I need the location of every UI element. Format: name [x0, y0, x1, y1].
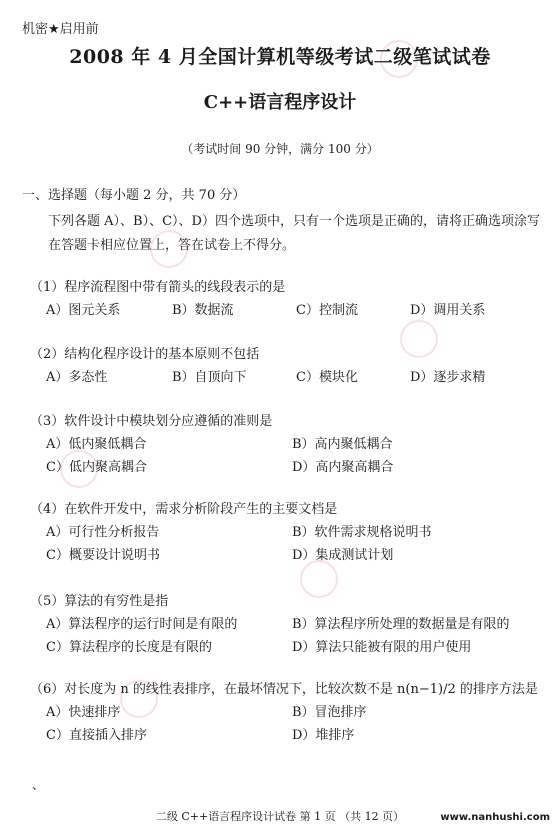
option-b: B）冒泡排序: [292, 705, 367, 720]
option-b: B）自顶向下: [172, 370, 247, 385]
question-stem: （2）结构化程序设计的基本原则不包括: [30, 347, 260, 362]
question-4: [30, 500, 550, 566]
question-stem: （4）在软件开发中，需求分析阶段产生的主要文档是: [30, 502, 338, 517]
option-d: D）高内聚高耦合: [292, 460, 394, 475]
options-row: [30, 615, 550, 635]
option-c: C）低内聚高耦合: [46, 460, 147, 475]
exam-title: 2008 年 4 月全国计算机等级考试二级笔试试卷: [69, 46, 491, 68]
option-d: D）逐步求精: [410, 370, 486, 385]
options-row: [30, 435, 550, 455]
options-row: [30, 546, 550, 566]
options-row: [30, 368, 550, 388]
option-b: B）算法程序所处理的数据量是有限的: [292, 617, 510, 632]
option-d: D）集成测试计划: [292, 548, 394, 563]
exam-info: （考试时间 90 分钟，满分 100 分）: [181, 142, 379, 156]
option-b: B）软件需求规格说明书: [292, 525, 432, 540]
options-row: [30, 301, 550, 321]
question-stem: （5）算法的有穷性是指: [30, 594, 169, 609]
option-a: A）算法程序的运行时间是有限的: [46, 617, 238, 632]
options-row: [30, 523, 550, 543]
options-row: [30, 703, 550, 723]
question-2: [30, 345, 550, 388]
stray-mark: 、: [32, 778, 45, 792]
options-row: [30, 458, 550, 478]
exam-subtitle: C++语言程序设计: [203, 92, 357, 113]
option-b: B）数据流: [172, 303, 234, 318]
option-c: C）控制流: [296, 303, 358, 318]
page-footer: 二级 C++语言程序设计试卷 第 1 页 （共 12 页）: [155, 810, 405, 823]
question-3: [30, 412, 550, 478]
option-a: A）可行性分析报告: [46, 525, 160, 540]
option-c: C）模块化: [296, 370, 358, 385]
question-stem: （1）程序流程图中带有箭头的线段表示的是: [30, 280, 286, 295]
option-c: C）算法程序的长度是有限的: [46, 640, 212, 655]
option-d: D）算法只能被有限的用户使用: [292, 640, 472, 655]
question-1: [30, 278, 550, 321]
option-d: D）堆排序: [292, 728, 355, 743]
instruction-line: 下列各题 A）、B）、C）、D）四个选项中，只有一个选项是正确的，请将正确选项涂写: [48, 214, 540, 229]
option-b: B）高内聚低耦合: [292, 437, 393, 452]
question-stem: （6）对长度为 n 的线性表排序，在最坏情况下，比较次数不是 n(n−1)/2 的排序方法是: [30, 682, 538, 697]
option-a: A）低内聚低耦合: [46, 437, 147, 452]
question-5: [30, 592, 550, 658]
options-row: [30, 638, 550, 658]
instruction-line: 在答题卡相应位置上，答在试卷上不得分。: [48, 238, 296, 253]
option-a: A）多态性: [46, 370, 108, 385]
option-c: C）直接插入排序: [46, 728, 147, 743]
option-c: C）概要设计说明书: [46, 548, 160, 563]
options-row: [30, 726, 550, 746]
website-watermark: www.nanhushi.com: [440, 812, 550, 823]
question-6: [30, 680, 550, 746]
option-d: D）调用关系: [410, 303, 486, 318]
section-heading: 一、选择题（每小题 2 分，共 70 分）: [22, 188, 246, 203]
question-stem: （3）软件设计中模块划分应遵循的准则是: [30, 414, 273, 429]
confidential-label: 机密★启用前: [22, 22, 99, 37]
option-a: A）快速排序: [46, 705, 121, 720]
option-a: A）图元关系: [46, 303, 121, 318]
